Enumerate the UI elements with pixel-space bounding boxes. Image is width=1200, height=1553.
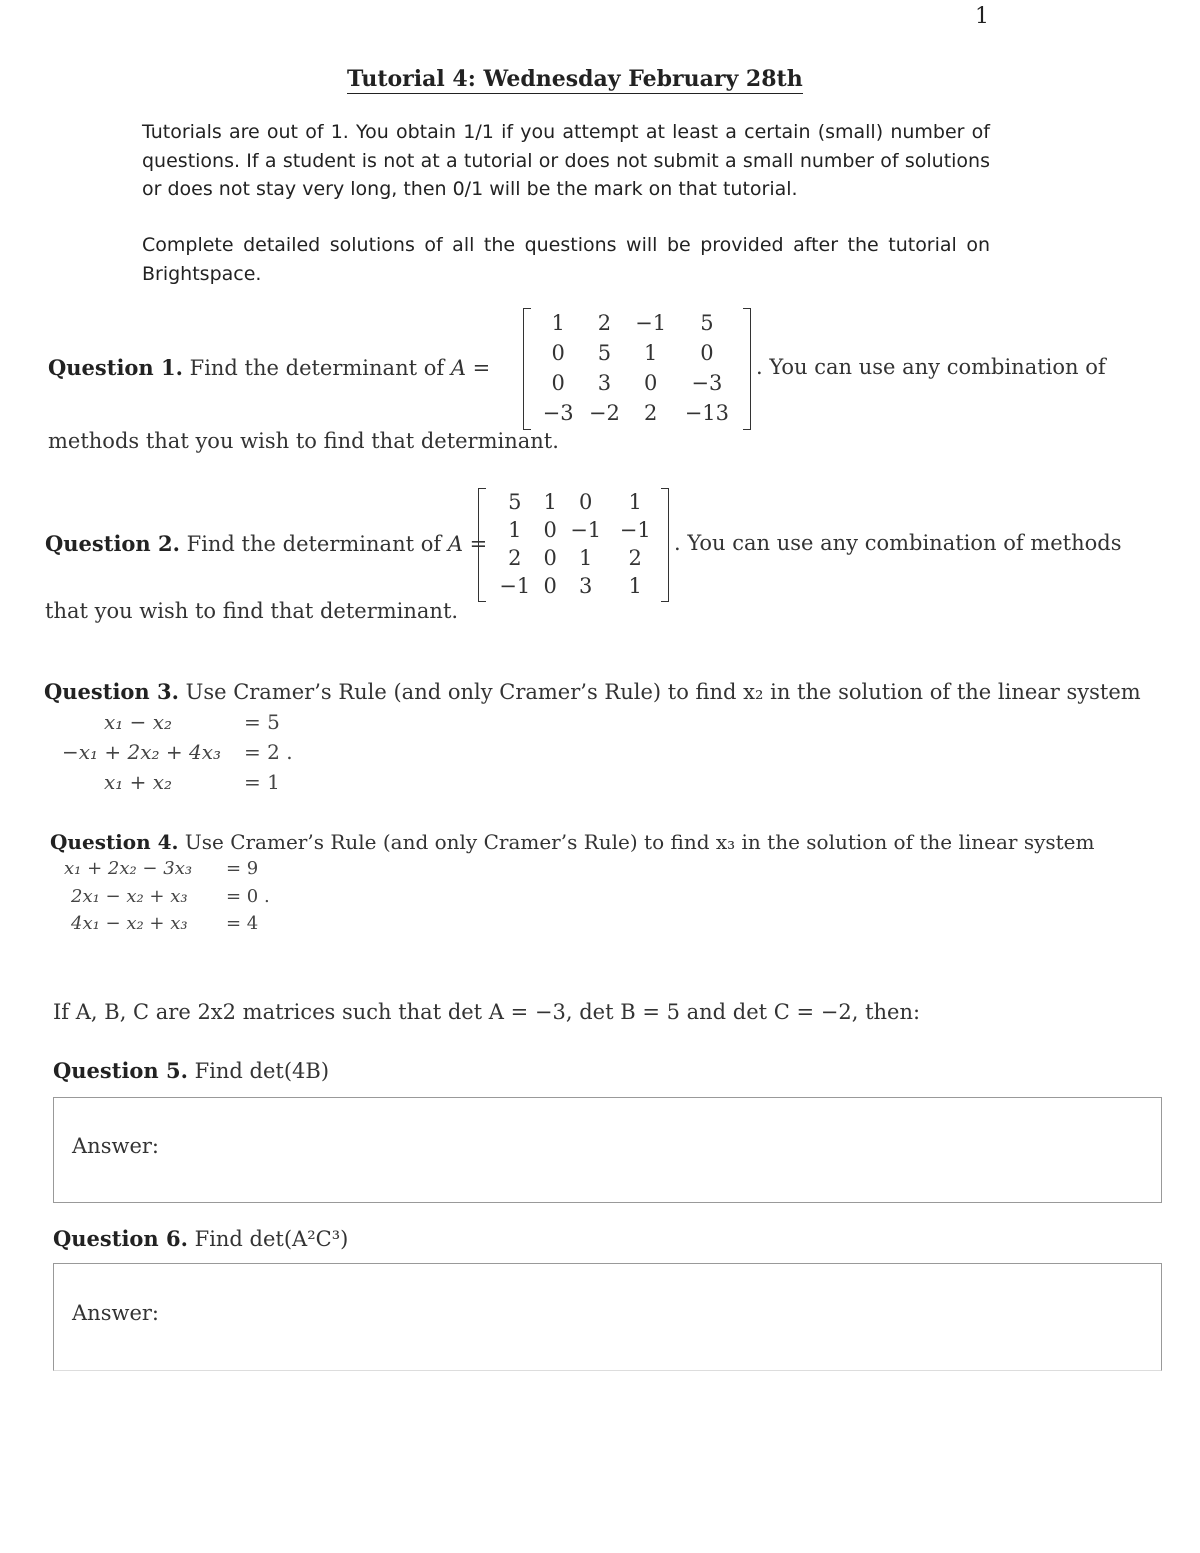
question-5-text: Find det(4B) xyxy=(194,1059,330,1083)
question-3-label: Question 3. xyxy=(44,679,179,704)
matrix-cell: 2 xyxy=(643,401,658,425)
question-2-prompt xyxy=(45,531,487,556)
question-6-text: Find det(A²C³) xyxy=(194,1227,349,1251)
matrix-cell: 3 xyxy=(579,574,593,598)
equation-rhs: = 2 . xyxy=(244,740,293,764)
question-2-var: A xyxy=(447,532,463,556)
question-5-label: Question 5. xyxy=(53,1058,188,1083)
matrix-cell: 1 xyxy=(579,546,593,570)
equation-rhs: = 9 xyxy=(226,858,259,879)
question-3-prompt xyxy=(44,679,1141,704)
equation-lhs: x₁ + 2x₂ − 3x₃ xyxy=(64,858,193,879)
question-1-text: Find the determinant of xyxy=(189,356,451,380)
matrix-cell: −3 xyxy=(542,401,574,425)
question-5-prompt xyxy=(53,1058,329,1083)
matrix-cell: 0 xyxy=(643,371,658,395)
matrix-cell: 1 xyxy=(628,574,642,598)
intro-paragraph: Tutorials are out of 1. You obtain 1/1 if you attempt at least a certain (small) number of questions. If a student is not at a tutorial or does not submit a small number of solutions or does not stay very long, then 0/1 will be the mark on that tutorial. xyxy=(142,121,990,200)
equation-rhs: = 1 xyxy=(244,770,280,794)
equation-rhs: = 0 . xyxy=(226,886,270,907)
matrix-cell: 0 xyxy=(551,371,565,395)
question-1-label: Question 1. xyxy=(48,355,183,380)
matrix-cell: 0 xyxy=(551,341,565,365)
question-2-continuation: that you wish to find that determinant. xyxy=(45,599,459,623)
equation-lhs: x₁ − x₂ xyxy=(104,710,173,734)
answer-label: Answer: xyxy=(72,1134,159,1158)
matrix-cell: 5 xyxy=(508,490,522,514)
matrix-cell: 1 xyxy=(643,341,658,365)
question-6-label: Question 6. xyxy=(53,1226,188,1251)
question-1-matrix xyxy=(523,308,751,430)
matrix-cell: 5 xyxy=(597,341,612,365)
answer-label: Answer: xyxy=(72,1301,159,1325)
question-6-answer-box[interactable] xyxy=(53,1263,1162,1371)
question-1-var: A xyxy=(450,356,466,380)
matrix-cell: −3 xyxy=(691,371,723,395)
question-2-text: Find the determinant of xyxy=(186,532,448,556)
question-2-label: Question 2. xyxy=(45,531,180,556)
matrix-cell: −13 xyxy=(684,401,730,425)
matrix-cell: 3 xyxy=(597,371,612,395)
matrix-cell: 1 xyxy=(508,518,522,542)
matrix-cell: 1 xyxy=(551,311,565,335)
equation-lhs: x₁ + x₂ xyxy=(104,770,173,794)
equation-lhs: −x₁ + 2x₂ + 4x₃ xyxy=(62,740,222,764)
matrix-cell: 0 xyxy=(543,574,557,598)
question-1-prompt xyxy=(48,355,490,380)
matrix-cell: 1 xyxy=(628,490,642,514)
page-number: 1 xyxy=(975,4,989,29)
equation-rhs: = 5 xyxy=(244,710,280,734)
matrix-cell: 2 xyxy=(508,546,522,570)
question-4-prompt xyxy=(50,830,1094,854)
matrix-cell: 0 xyxy=(543,518,557,542)
matrix-cell: 0 xyxy=(543,546,557,570)
equation-rhs: = 4 xyxy=(226,913,259,934)
question-2-eq: = xyxy=(462,532,488,556)
matrix-cell: 0 xyxy=(579,490,593,514)
given-statement: If A, B, C are 2x2 matrices such that det A = −3, det B = 5 and det C = −2, then: xyxy=(53,1000,921,1024)
matrix-cell: −1 xyxy=(635,311,667,335)
equation-lhs: 4x₁ − x₂ + x₃ xyxy=(71,913,188,934)
matrix-cell: 5 xyxy=(700,311,714,335)
question-2-matrix xyxy=(478,488,669,602)
question-1-continuation: methods that you wish to find that determinant. xyxy=(48,429,559,453)
question-1-text-after: . You can use any combination of xyxy=(756,355,1106,379)
question-1-eq: = xyxy=(465,356,491,380)
question-3-text: Use Cramer’s Rule (and only Cramer’s Rule) to find x₂ in the solution of the linear system xyxy=(185,680,1141,704)
question-4-label: Question 4. xyxy=(50,830,179,854)
equation-lhs: 2x₁ − x₂ + x₃ xyxy=(71,886,188,907)
matrix-cell: 0 xyxy=(700,341,714,365)
matrix-cell: −1 xyxy=(619,518,651,542)
matrix-cell: −1 xyxy=(570,518,602,542)
page-title: Tutorial 4: Wednesday February 28th xyxy=(347,66,803,92)
question-6-prompt xyxy=(53,1226,348,1251)
question-5-answer-box[interactable] xyxy=(53,1097,1162,1203)
question-2-text-after: . You can use any combination of methods xyxy=(674,531,1122,555)
matrix-cell: 1 xyxy=(543,490,557,514)
matrix-cell: 2 xyxy=(628,546,642,570)
matrix-cell: −1 xyxy=(499,574,531,598)
matrix-cell: −2 xyxy=(588,401,620,425)
matrix-cell: 2 xyxy=(597,311,612,335)
question-4-text: Use Cramer’s Rule (and only Cramer’s Rule) to find x₃ in the solution of the linear system xyxy=(184,830,1095,854)
solutions-note: Complete detailed solutions of all the questions will be provided after the tutorial on Brightspace. xyxy=(142,234,990,285)
